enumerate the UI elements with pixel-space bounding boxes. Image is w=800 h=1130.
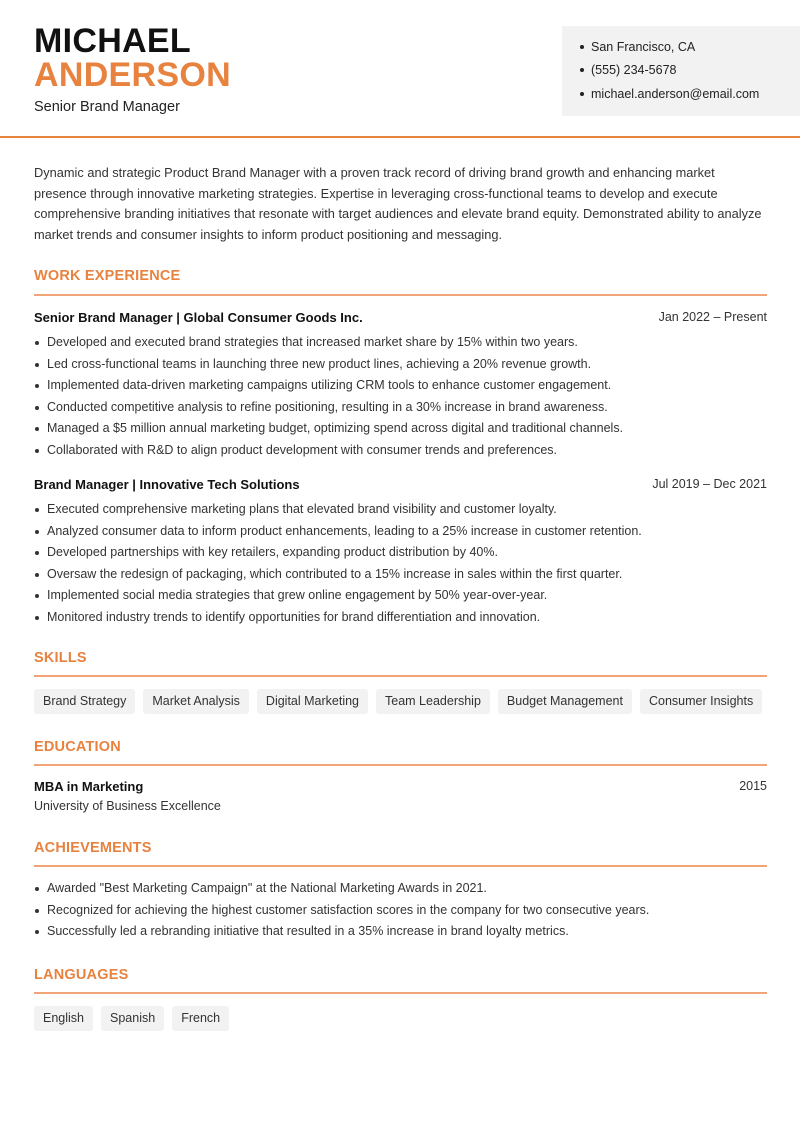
- section-title-skills: SKILLS: [34, 650, 87, 666]
- phone-text: (555) 234-5678: [591, 63, 677, 77]
- job-heading: [34, 477, 767, 492]
- section-divider: [34, 992, 767, 994]
- list-item: Analyzed consumer data to inform product enhancements, leading to a 25% increase in customer retention.: [34, 521, 767, 543]
- language-chip: French: [172, 1006, 229, 1031]
- skills-list: [34, 689, 762, 714]
- skill-chip: Brand Strategy: [34, 689, 135, 714]
- job-dates: Jul 2019 – Dec 2021: [652, 477, 767, 491]
- contact-phone: [580, 63, 676, 77]
- location-text: San Francisco, CA: [591, 40, 696, 54]
- section-divider: [34, 294, 767, 296]
- language-chip: Spanish: [101, 1006, 164, 1031]
- language-chip: English: [34, 1006, 93, 1031]
- list-item: Oversaw the redesign of packaging, which contributed to a 15% increase in sales within the first quarter.: [34, 564, 767, 586]
- bullet-icon: [580, 68, 584, 72]
- education-year: 2015: [739, 779, 767, 793]
- profile-summary: Dynamic and strategic Product Brand Manager with a proven track record of driving brand growth and enhancing market presence through innovative marketing strategies. Expertise in leveraging cross-functional teams to develop and execute comprehensive branding initiatives that resonate with target audiences and elevate brand equity. Demonstrated ability to analyze market trends and consumer insights to inform product positioning and messaging.: [34, 165, 762, 243]
- contact-location: [580, 40, 695, 54]
- bullet-icon: [580, 92, 584, 96]
- education-school: University of Business Excellence: [34, 799, 221, 813]
- job-role: Brand Manager | Innovative Tech Solutions: [34, 477, 300, 492]
- list-item: Executed comprehensive marketing plans that elevated brand visibility and customer loyalty.: [34, 499, 767, 521]
- list-item: Collaborated with R&D to align product development with consumer trends and preferences.: [34, 440, 767, 462]
- list-item: Implemented social media strategies that grew online engagement by 50% year-over-year.: [34, 585, 767, 607]
- section-title-achievements: ACHIEVEMENTS: [34, 840, 152, 856]
- last-name: ANDERSON: [34, 56, 231, 94]
- contact-box: [562, 26, 800, 116]
- skill-chip: Budget Management: [498, 689, 632, 714]
- list-item: Led cross-functional teams in launching three new product lines, achieving a 20% revenue growth.: [34, 354, 767, 376]
- languages-list: [34, 1006, 229, 1031]
- education-degree: MBA in Marketing: [34, 779, 144, 794]
- skill-chip: Consumer Insights: [640, 689, 762, 714]
- achievements-list: [34, 878, 767, 943]
- email-text: michael.anderson@email.com: [591, 87, 760, 101]
- list-item: Conducted competitive analysis to refine positioning, resulting in a 30% increase in brand awareness.: [34, 397, 767, 419]
- section-title-education: EDUCATION: [34, 739, 121, 755]
- list-item: Implemented data-driven marketing campaigns utilizing CRM tools to enhance customer engagement.: [34, 375, 767, 397]
- job-heading: [34, 310, 767, 325]
- section-divider: [34, 865, 767, 867]
- contact-email: [580, 87, 759, 101]
- skill-chip: Market Analysis: [143, 689, 249, 714]
- list-item: Developed and executed brand strategies that increased market share by 15% within two years.: [34, 332, 767, 354]
- skill-chip: Team Leadership: [376, 689, 490, 714]
- job-role: Senior Brand Manager | Global Consumer Goods Inc.: [34, 310, 363, 325]
- job-bullets: [34, 332, 767, 461]
- section-title-work: WORK EXPERIENCE: [34, 268, 181, 284]
- resume-header: [0, 0, 800, 138]
- list-item: Monitored industry trends to identify opportunities for brand differentiation and innovation.: [34, 607, 767, 629]
- section-divider: [34, 764, 767, 766]
- section-divider: [34, 675, 767, 677]
- job-title: Senior Brand Manager: [34, 99, 180, 115]
- list-item: Successfully led a rebranding initiative that resulted in a 35% increase in brand loyalty metrics.: [34, 921, 767, 943]
- list-item: Recognized for achieving the highest customer satisfaction scores in the company for two consecutive years.: [34, 900, 767, 922]
- skill-chip: Digital Marketing: [257, 689, 368, 714]
- job-bullets: [34, 499, 767, 628]
- bullet-icon: [580, 45, 584, 49]
- list-item: Managed a $5 million annual marketing budget, optimizing spend across digital and traditional channels.: [34, 418, 767, 440]
- section-title-languages: LANGUAGES: [34, 967, 129, 983]
- job-dates: Jan 2022 – Present: [658, 310, 767, 324]
- first-name: MICHAEL: [34, 22, 191, 60]
- list-item: Developed partnerships with key retailers, expanding product distribution by 40%.: [34, 542, 767, 564]
- list-item: Awarded "Best Marketing Campaign" at the National Marketing Awards in 2021.: [34, 878, 767, 900]
